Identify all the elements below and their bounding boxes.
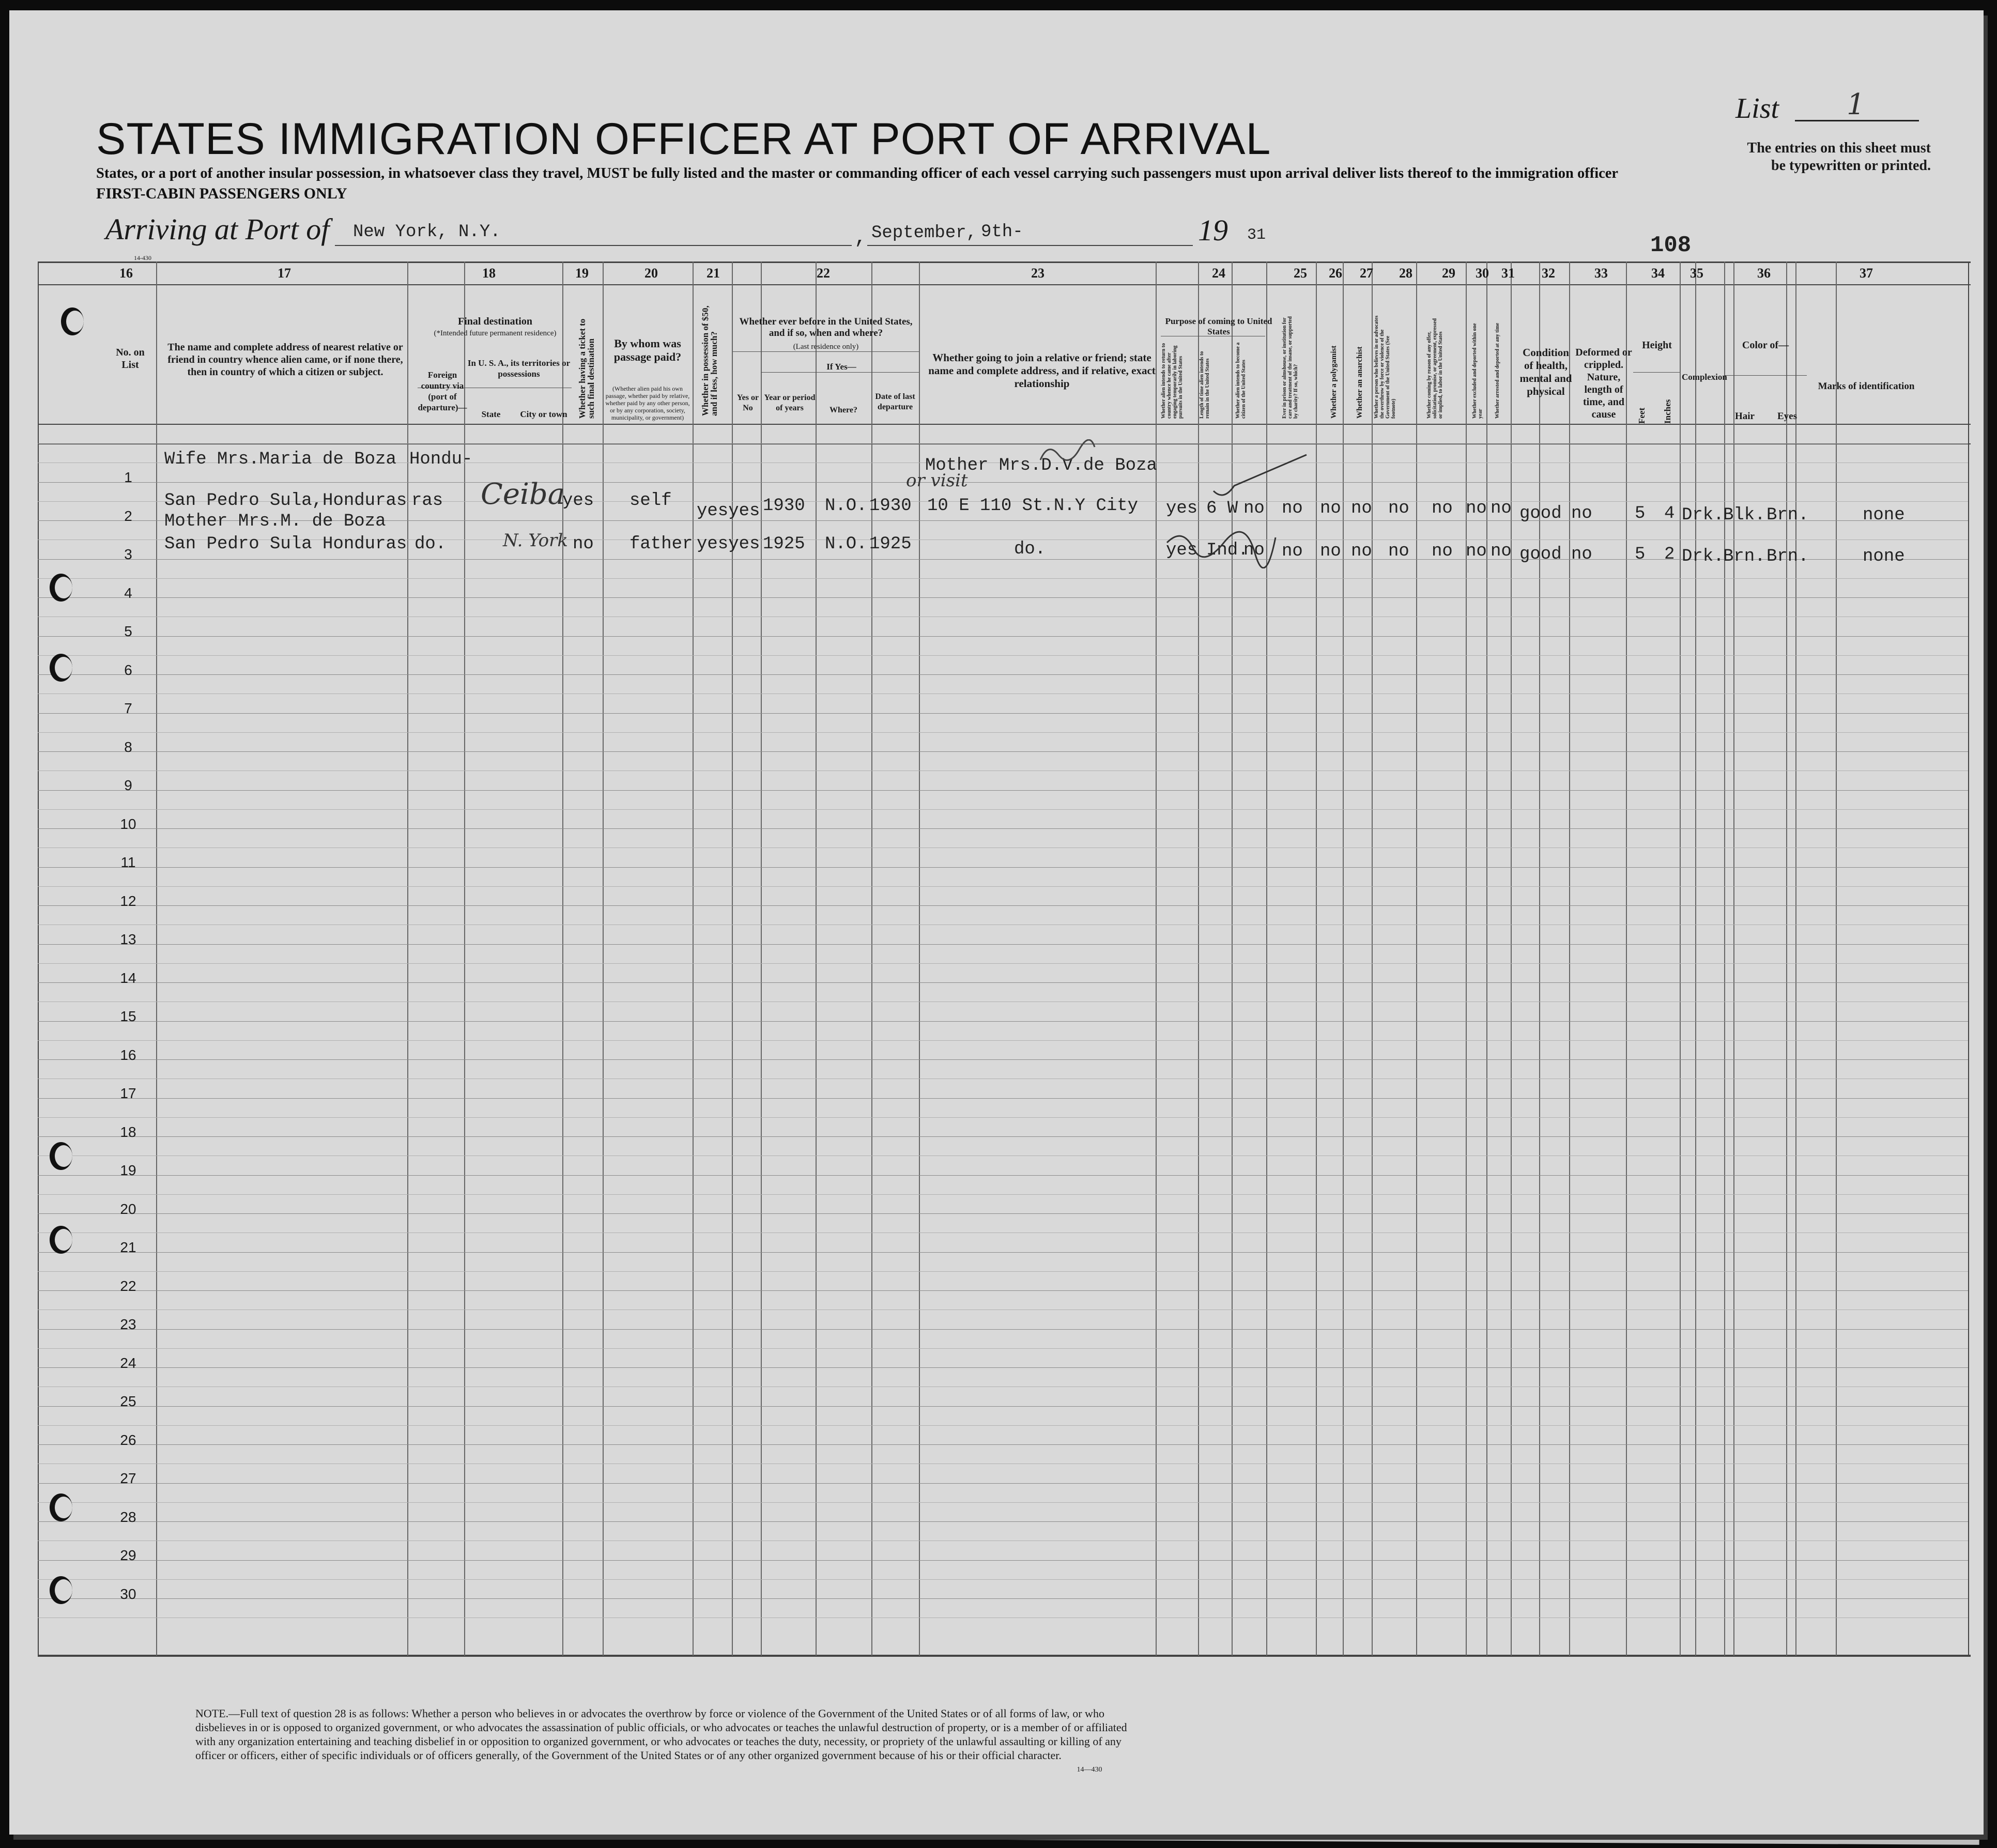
row1-passage: self bbox=[629, 491, 672, 511]
col-num-27: 27 bbox=[1360, 266, 1373, 281]
row1-overthrow: no bbox=[1388, 499, 1409, 518]
column-line bbox=[1836, 261, 1837, 1656]
row-rule bbox=[38, 1521, 1968, 1522]
header-excluded: Whether excluded and deported within one year bbox=[1472, 323, 1483, 419]
column-line bbox=[693, 261, 694, 1656]
row2-purpose-2: Ind. bbox=[1206, 541, 1249, 560]
row2-deformed: no bbox=[1571, 545, 1592, 564]
row-rule bbox=[38, 751, 1968, 752]
row1-marks: none bbox=[1863, 505, 1905, 525]
row1-ticket: yes bbox=[562, 491, 594, 511]
handwritten-check-mark bbox=[1203, 450, 1322, 512]
row-rule bbox=[38, 1290, 1968, 1291]
header-city: City or town bbox=[520, 409, 567, 419]
header-state: State bbox=[481, 409, 501, 419]
header-feet: Feet bbox=[1637, 407, 1647, 424]
row-rule bbox=[38, 443, 1968, 444]
col-num-25: 25 bbox=[1294, 266, 1307, 281]
row2-foreign-country: do. bbox=[414, 534, 447, 554]
col-number-rule bbox=[38, 284, 1971, 285]
punch-hole bbox=[50, 574, 72, 602]
header-foreign-country: Foreign country via (port of departure)— bbox=[418, 370, 467, 412]
row-rule bbox=[38, 1444, 1968, 1445]
date-day: 9th- bbox=[981, 222, 1023, 242]
row2-feet: 5 bbox=[1635, 545, 1646, 564]
col-num-36: 36 bbox=[1757, 266, 1771, 281]
row-number: 3 bbox=[124, 546, 132, 562]
row1-year: 1930 bbox=[763, 496, 805, 516]
typewritten-notice-line2: be typewritten or printed. bbox=[1771, 158, 1931, 174]
comma: , bbox=[854, 226, 867, 250]
row2-join: do. bbox=[1014, 540, 1046, 559]
header-purpose-1: Whether alien intends to return to country whence he came after engaging temporarily in laboring pursuits in the United States bbox=[1161, 343, 1184, 419]
row1-eyes: Brn. bbox=[1766, 505, 1809, 525]
col-num-35: 35 bbox=[1690, 266, 1703, 281]
row-rule bbox=[38, 828, 1968, 829]
header-passage-sub: (Whether alien paid his own passage, whether paid by relative, whether paid by any other person, or by any corporation, society, municipality, or government) bbox=[605, 385, 690, 421]
header-overthrow: Whether a person who believes in or advocates the overthrow by force or violence of the Government of the United States (See footnote) bbox=[1374, 315, 1396, 419]
header-marks: Marks of identification bbox=[1818, 381, 1915, 392]
header-bottom-rule bbox=[38, 424, 1971, 425]
column-line bbox=[1569, 261, 1570, 1656]
col-num-20: 20 bbox=[644, 266, 658, 281]
row1-arrested: no bbox=[1491, 499, 1512, 518]
row2-hair: Brn. bbox=[1723, 547, 1765, 566]
col-num-19: 19 bbox=[575, 266, 589, 281]
row-number: 13 bbox=[120, 931, 136, 947]
row-number: 16 bbox=[120, 1047, 136, 1063]
column-line bbox=[407, 261, 408, 1656]
column-line bbox=[1198, 261, 1199, 1656]
row2-health: good bbox=[1519, 545, 1562, 564]
row2-prison: no bbox=[1282, 542, 1303, 561]
row-number: 27 bbox=[120, 1470, 136, 1486]
row-rule bbox=[38, 482, 1968, 483]
row-rule bbox=[38, 944, 1968, 945]
row-half-rule bbox=[38, 1271, 1968, 1272]
table-bottom-rule bbox=[38, 1655, 1971, 1657]
row-half-rule bbox=[38, 655, 1968, 656]
footer-code: 14—430 bbox=[1077, 1766, 1102, 1774]
row-number: 1 bbox=[124, 469, 132, 485]
col-num-16: 16 bbox=[119, 266, 133, 281]
row1-fifty: yesyes bbox=[697, 501, 760, 521]
row-number: 23 bbox=[120, 1316, 136, 1332]
year-prefix: 19 bbox=[1198, 213, 1228, 247]
row-rule bbox=[38, 1406, 1968, 1407]
row1-anarchist: no bbox=[1351, 499, 1372, 518]
header-ticket: Whether having a ticket to such final destination bbox=[577, 318, 596, 419]
header-final-destination-sub: (*Intended future permanent residence) bbox=[434, 329, 557, 337]
list-label: List bbox=[1735, 93, 1779, 125]
row-half-rule bbox=[38, 963, 1968, 964]
row-rule bbox=[38, 1175, 1968, 1176]
row-number: 15 bbox=[120, 1008, 136, 1024]
header-labor-offer: Whether coming by reason of any offer, solicitation, promise, or agreement, expressed or implied, to labor in the United States bbox=[1426, 318, 1443, 419]
row2-anarchist: no bbox=[1351, 542, 1372, 561]
col-num-28: 28 bbox=[1399, 266, 1412, 281]
header-ever-before: Whether ever before in the United States, and if so, when and where? bbox=[739, 316, 913, 338]
row2-year: 1925 bbox=[763, 534, 805, 554]
document-title: STATES IMMIGRATION OFFICER AT PORT OF ARRIVAL bbox=[96, 114, 1271, 164]
row-number: 25 bbox=[120, 1393, 136, 1409]
row-number: 26 bbox=[120, 1432, 136, 1448]
row1-purpose-3: no bbox=[1243, 499, 1265, 518]
manifest-sheet bbox=[9, 10, 1984, 1835]
row2-purpose-3: no bbox=[1243, 541, 1265, 560]
header-health: Condition of health, mental and physical bbox=[1519, 346, 1572, 397]
header-ever-before-sub: (Last residence only) bbox=[793, 343, 859, 351]
row-number: 28 bbox=[120, 1509, 136, 1525]
passenger-class-label: FIRST-CABIN PASSENGERS ONLY bbox=[96, 185, 347, 202]
row-rule bbox=[38, 982, 1968, 983]
header-date-departure: Date of last departure bbox=[875, 392, 915, 411]
column-line bbox=[1416, 261, 1417, 1656]
row-number: 11 bbox=[120, 854, 136, 870]
row2-arrested: no bbox=[1491, 542, 1512, 561]
date-month: September, bbox=[871, 223, 977, 243]
header-year-period: Year or period of years bbox=[764, 393, 816, 412]
col-num-31: 31 bbox=[1501, 266, 1515, 281]
row-rule bbox=[38, 674, 1968, 675]
row1-join-address: 10 E 110 St.N.Y City bbox=[927, 496, 1139, 516]
header-purpose: Purpose of coming to United States bbox=[1165, 316, 1272, 336]
row-number: 19 bbox=[120, 1162, 136, 1178]
header-anarchist: Whether an anarchist bbox=[1356, 346, 1364, 419]
row-number: 5 bbox=[124, 623, 132, 639]
col-num-18: 18 bbox=[482, 266, 496, 281]
column-line bbox=[1372, 261, 1373, 1656]
col-num-22: 22 bbox=[817, 266, 830, 281]
row-number: 18 bbox=[120, 1124, 136, 1140]
row1-prison: no bbox=[1282, 499, 1303, 518]
col-num-17: 17 bbox=[278, 266, 291, 281]
header-if-yes: If Yes— bbox=[826, 362, 856, 372]
row-half-rule bbox=[38, 1117, 1968, 1118]
row2-polygamist: no bbox=[1320, 542, 1341, 561]
col-num-23: 23 bbox=[1031, 266, 1044, 281]
row-number: 10 bbox=[120, 816, 136, 832]
col-num-26: 26 bbox=[1329, 266, 1342, 281]
row-number: 22 bbox=[120, 1278, 136, 1294]
row-rule bbox=[38, 1136, 1968, 1137]
row2-departure: 1925 bbox=[869, 534, 912, 554]
column-line bbox=[1680, 261, 1681, 1656]
row-number: 4 bbox=[124, 585, 132, 601]
sheet-number: 108 bbox=[1650, 233, 1692, 258]
row2-where: N.O. bbox=[825, 534, 867, 554]
row-number: 21 bbox=[120, 1239, 136, 1255]
subheader-rule bbox=[1633, 372, 1680, 373]
row1-excluded: no bbox=[1466, 499, 1487, 518]
header-polygamist: Whether a polygamist bbox=[1330, 345, 1338, 419]
column-line bbox=[732, 261, 733, 1656]
header-complexion: Complexion bbox=[1682, 372, 1727, 382]
row1-feet: 5 bbox=[1635, 504, 1646, 523]
row2-relative-address: San Pedro Sula Honduras bbox=[164, 534, 407, 554]
typewritten-notice bbox=[1693, 140, 1931, 175]
row-rule bbox=[38, 559, 1968, 560]
column-line bbox=[1695, 261, 1696, 1656]
column-line bbox=[1724, 261, 1725, 1656]
row-half-rule bbox=[38, 1040, 1968, 1041]
row2-marks: none bbox=[1863, 547, 1905, 566]
row-half-rule bbox=[38, 886, 1968, 887]
arriving-label: Arriving at Port of bbox=[105, 212, 330, 246]
row1-purpose-1: yes bbox=[1166, 499, 1198, 518]
column-line bbox=[1466, 261, 1467, 1656]
row1-join-relative: Mother Mrs.D.V.de Boza bbox=[925, 456, 1157, 475]
row2-purpose-1: yes bbox=[1166, 541, 1198, 560]
subheader-rule bbox=[1724, 375, 1807, 376]
col-num-34: 34 bbox=[1651, 266, 1665, 281]
header-purpose-2: Length of time alien intends to remain in the United States bbox=[1199, 351, 1210, 419]
row-number: 29 bbox=[120, 1547, 136, 1563]
header-passage: By whom was passage paid? bbox=[613, 337, 682, 363]
row2-eyes: Brn. bbox=[1766, 547, 1809, 566]
row2-complexion: Drk. bbox=[1682, 547, 1724, 566]
punch-hole bbox=[50, 1226, 72, 1254]
row2-city: N. York bbox=[503, 530, 569, 551]
column-line bbox=[464, 261, 465, 1656]
column-line bbox=[38, 261, 39, 1656]
row-half-rule bbox=[38, 1194, 1968, 1195]
column-line bbox=[1968, 261, 1969, 1656]
row-half-rule bbox=[38, 578, 1968, 579]
table-top-rule bbox=[38, 261, 1971, 263]
row-rule bbox=[38, 790, 1968, 791]
header-arrested: Whether arrested and deported at any time bbox=[1495, 322, 1500, 419]
header-fifty-dollars: Whether in possession of $50, and if less, how much? bbox=[700, 305, 719, 416]
port-rule bbox=[335, 245, 852, 246]
row2-excluded: no bbox=[1466, 542, 1487, 561]
row1-foreign-country-b: ras bbox=[411, 491, 443, 511]
row-rule bbox=[38, 1560, 1968, 1561]
row1-inches: 4 bbox=[1664, 504, 1675, 523]
subheader-rule bbox=[733, 351, 919, 352]
row-rule bbox=[38, 867, 1968, 868]
row-rule bbox=[38, 1483, 1968, 1484]
date-rule bbox=[867, 245, 1193, 246]
row2-fifty: yesyes bbox=[697, 534, 760, 554]
column-line bbox=[1486, 261, 1487, 1656]
header-purpose-3: Whether alien intends to become a citizen of the United States bbox=[1235, 342, 1247, 419]
row1-polygamist: no bbox=[1320, 499, 1341, 518]
column-line bbox=[156, 261, 157, 1656]
column-line bbox=[1539, 261, 1540, 1656]
row1-purpose-2: 6 W bbox=[1206, 499, 1238, 518]
row-number: 8 bbox=[124, 739, 132, 755]
row1-relative-address: San Pedro Sula,Honduras bbox=[164, 491, 407, 511]
row-half-rule bbox=[38, 1348, 1968, 1349]
row-rule bbox=[38, 1329, 1968, 1330]
row-number: 24 bbox=[120, 1355, 136, 1371]
column-line bbox=[603, 261, 604, 1656]
row-number: 12 bbox=[120, 893, 136, 909]
row-rule bbox=[38, 597, 1968, 598]
row1-complexion: Drk. bbox=[1682, 505, 1724, 525]
row1-relative-name: Wife Mrs.Maria de Boza bbox=[164, 450, 396, 469]
row-rule bbox=[38, 1252, 1968, 1253]
row1-hair: Blk. bbox=[1723, 505, 1765, 525]
list-number: 1 bbox=[1847, 88, 1865, 121]
row-half-rule bbox=[38, 809, 1968, 810]
form-code: 14-430 bbox=[134, 254, 151, 261]
row-number: 2 bbox=[124, 508, 132, 524]
row1-health: good bbox=[1519, 504, 1562, 523]
row-rule bbox=[38, 1059, 1968, 1060]
header-where: Where? bbox=[829, 406, 857, 414]
row1-join-note: or visit bbox=[906, 470, 968, 491]
col-num-30: 30 bbox=[1476, 266, 1489, 281]
punch-hole bbox=[61, 307, 84, 335]
header-final-destination: Final destination bbox=[458, 316, 532, 327]
row-half-rule bbox=[38, 1579, 1968, 1580]
row2-relative-name: Mother Mrs.M. de Boza bbox=[164, 512, 386, 531]
row1-foreign-country-a: Hondu- bbox=[409, 450, 473, 469]
row-number: 17 bbox=[120, 1085, 136, 1101]
header-no-on-list: No. on List bbox=[116, 347, 145, 371]
header-color: Color of— bbox=[1742, 340, 1789, 351]
col-num-24: 24 bbox=[1212, 266, 1225, 281]
row-number: 6 bbox=[124, 662, 132, 678]
header-prison: Ever in prison or almshouse, or institution for care and treatment of the insane, or supported by charity? If so, which? bbox=[1282, 316, 1299, 419]
row2-overthrow: no bbox=[1388, 542, 1409, 561]
handwritten-annotation bbox=[1038, 439, 1100, 465]
punch-hole bbox=[50, 654, 72, 682]
column-line bbox=[1511, 261, 1512, 1656]
column-line bbox=[1343, 261, 1344, 1656]
row2-labor-offer: no bbox=[1432, 542, 1453, 561]
column-line bbox=[816, 261, 817, 1656]
row2-passage: father bbox=[629, 534, 693, 554]
instructions-line: States, or a port of another insular possession, in whatsoever class they travel, MUST be fully listed and the master or commanding officer of each vessel carrying such passengers must upon arrival deliver lists thereof to the immigration officer bbox=[96, 165, 1619, 181]
row-number: 9 bbox=[124, 777, 132, 793]
row1-deformed: no bbox=[1571, 504, 1592, 523]
row-number: 20 bbox=[120, 1201, 136, 1217]
punch-hole bbox=[50, 1142, 72, 1170]
column-line bbox=[1626, 261, 1627, 1656]
row2-ticket: no bbox=[573, 534, 594, 554]
row-rule bbox=[38, 713, 1968, 714]
footnote: NOTE.—Full text of question 28 is as follows: Whether a person who believes in or advocates the overthrow by force or violence of the Government of the United States or of all forms of law, or who disbelieves in or is opposed to organized government, or who advocates the assassination of public officials, or who advocates or teaches the unlawful destruction of property, or is a member of or affiliated with any organization entertaining and teaching disbelief in or opposition to organized government, or who advocates or teaches the duty, necessity, or propriety of the unlawful assaulting or killing of any officer or officers, either of specific individuals or of officers generally, of the Government of the United States or of any other organized government because of his or their official character. bbox=[195, 1707, 1127, 1762]
row1-city: Ceiba bbox=[481, 478, 565, 511]
column-line bbox=[1733, 261, 1734, 1656]
header-usa: In U. S. A., its territories or possessions bbox=[467, 358, 571, 379]
col-num-32: 32 bbox=[1542, 266, 1555, 281]
year-suffix: 31 bbox=[1247, 226, 1266, 244]
row-rule bbox=[38, 636, 1968, 637]
header-join-relative: Whether going to join a relative or friend; state name and complete address, and if relative, exact relationship bbox=[928, 351, 1156, 390]
row-rule bbox=[38, 1021, 1968, 1022]
column-line bbox=[562, 261, 563, 1656]
port-value: New York, N.Y. bbox=[353, 222, 501, 242]
row-half-rule bbox=[38, 1502, 1968, 1503]
row-rule bbox=[38, 1213, 1968, 1214]
col-num-29: 29 bbox=[1442, 266, 1455, 281]
col-num-33: 33 bbox=[1594, 266, 1608, 281]
column-line bbox=[1786, 261, 1787, 1656]
header-height: Height bbox=[1642, 340, 1672, 351]
handwritten-scribble bbox=[1162, 527, 1281, 568]
header-relative: The name and complete address of nearest relative or friend in country whence alien came, or if none there, then in country of which a citizen or subject. bbox=[167, 342, 403, 378]
header-yes-no: Yes or No bbox=[736, 393, 759, 412]
col-num-21: 21 bbox=[706, 266, 720, 281]
header-eyes: Eyes bbox=[1777, 411, 1797, 422]
row-half-rule bbox=[38, 732, 1968, 733]
row-number: 7 bbox=[124, 700, 132, 716]
row1-departure: 1930 bbox=[869, 496, 912, 516]
punch-hole bbox=[50, 1493, 72, 1521]
row-number: 30 bbox=[120, 1586, 136, 1602]
row-rule bbox=[38, 1598, 1968, 1599]
typewritten-notice-line1: The entries on this sheet must bbox=[1747, 140, 1931, 156]
header-inches: Inches bbox=[1663, 399, 1672, 424]
row-rule bbox=[38, 1367, 1968, 1368]
row1-where: N.O. bbox=[825, 496, 867, 516]
header-hair: Hair bbox=[1735, 411, 1755, 422]
row2-inches: 2 bbox=[1664, 545, 1675, 564]
header-deformed: Deformed or crippled. Nature, length of time, and cause bbox=[1575, 347, 1632, 420]
row-rule bbox=[38, 905, 1968, 906]
row-number: 14 bbox=[120, 970, 136, 986]
col-num-37: 37 bbox=[1860, 266, 1873, 281]
column-line bbox=[761, 261, 762, 1656]
row1-labor-offer: no bbox=[1432, 499, 1453, 518]
punch-hole bbox=[50, 1576, 72, 1604]
row-rule bbox=[38, 1098, 1968, 1099]
column-line bbox=[1795, 261, 1796, 1656]
column-line bbox=[871, 261, 872, 1656]
row-half-rule bbox=[38, 1425, 1968, 1426]
